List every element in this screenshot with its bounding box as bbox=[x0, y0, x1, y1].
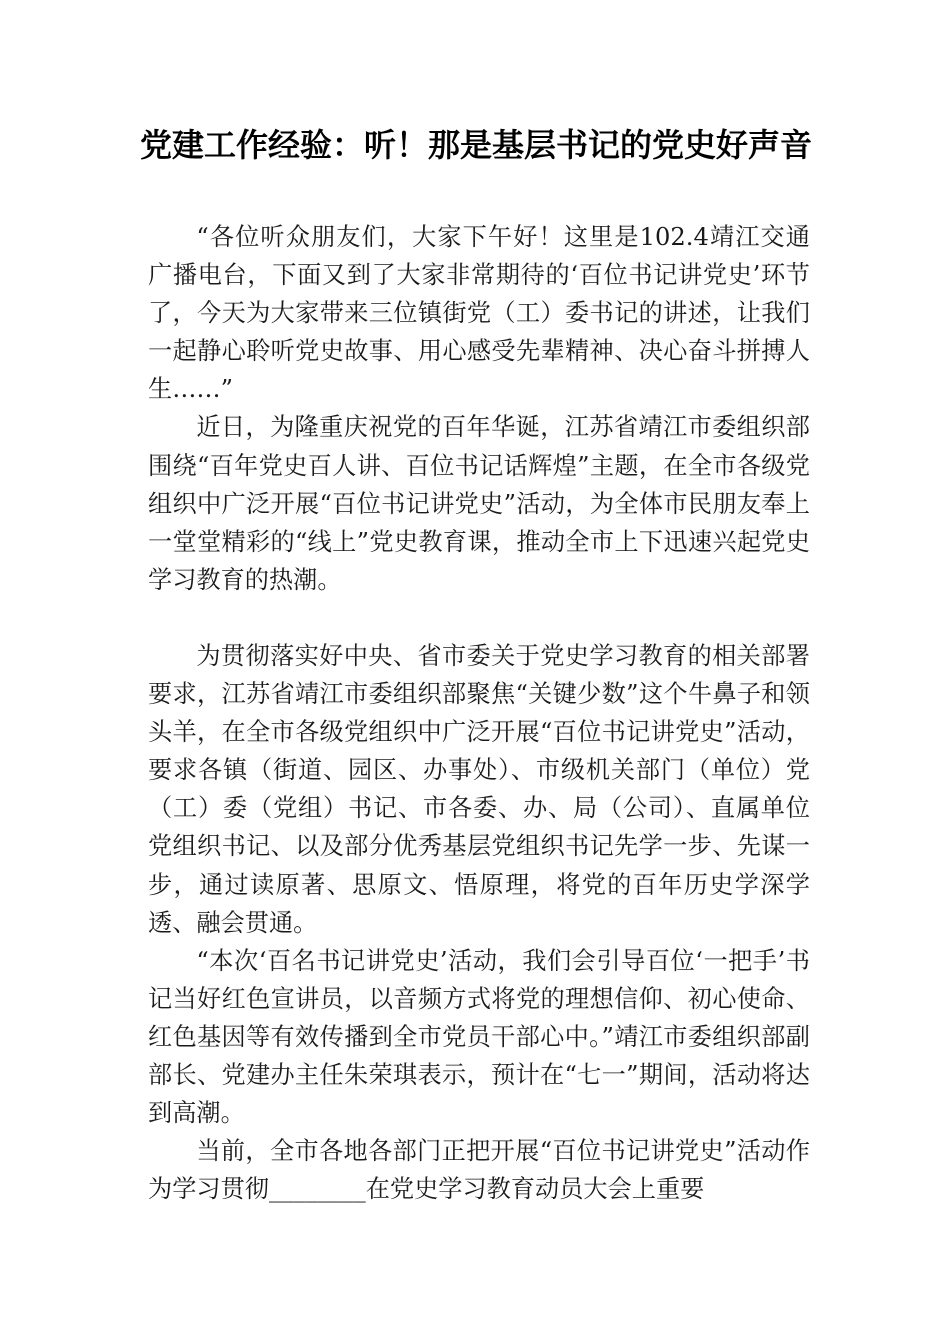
document-body bbox=[148, 218, 810, 1208]
paragraph-1: “各位听众朋友们，大家下午好！这里是102.4靖江交通广播电台，下面又到了大家非常期待的‘百位书记讲党史’环节了，今天为大家带来三位镇街党（工）委书记的讲述，让我们一起静心聆听党史故事、用心感受先辈精神、决心奋斗拼搏人生……” bbox=[148, 223, 810, 404]
paragraph-spacer bbox=[148, 599, 810, 637]
document-title: 党建工作经验：听！那是基层书记的党史好声音 bbox=[140, 126, 813, 164]
paragraph-5: 当前，全市各地各部门正把开展“百位书记讲党史”活动作为学习贯彻________在党史学习教育动员大会上重要 bbox=[148, 1137, 810, 1204]
paragraph-3: 为贯彻落实好中央、省市委关于党史学习教育的相关部署要求，江苏省靖江市委组织部聚焦“关键少数”这个牛鼻子和领头羊，在全市各级党组织中广泛开展“百位书记讲党史”活动，要求各镇（街道、园区、办事处）、市级机关部门（单位）党（工）委（党组）书记、市各委、办、局（公司）、直属单位党组织书记、以及部分优秀基层党组织书记先学一步、先谋一步，通过读原著、思原文、悟原理，将党的百年历史学深学透、融会贯通。 bbox=[148, 641, 810, 937]
paragraph-2: 近日，为隆重庆祝党的百年华诞，江苏省靖江市委组织部围绕“百年党史百人讲、百位书记话辉煌”主题，在全市各级党组织中广泛开展“百位书记讲党史”活动，为全体市民朋友奉上一堂堂精彩的“线上”党史教育课，推动全市上下迅速兴起党史学习教育的热潮。 bbox=[148, 413, 810, 594]
paragraph-4: “本次‘百名书记讲党史’活动，我们会引导百位‘一把手’书记当好红色宣讲员，以音频方式将党的理想信仰、初心使命、红色基因等有效传播到全市党员干部心中。”靖江市委组织部副部长、党建办主任朱荣琪表示，预计在“七一”期间，活动将达到高潮。 bbox=[148, 946, 810, 1128]
